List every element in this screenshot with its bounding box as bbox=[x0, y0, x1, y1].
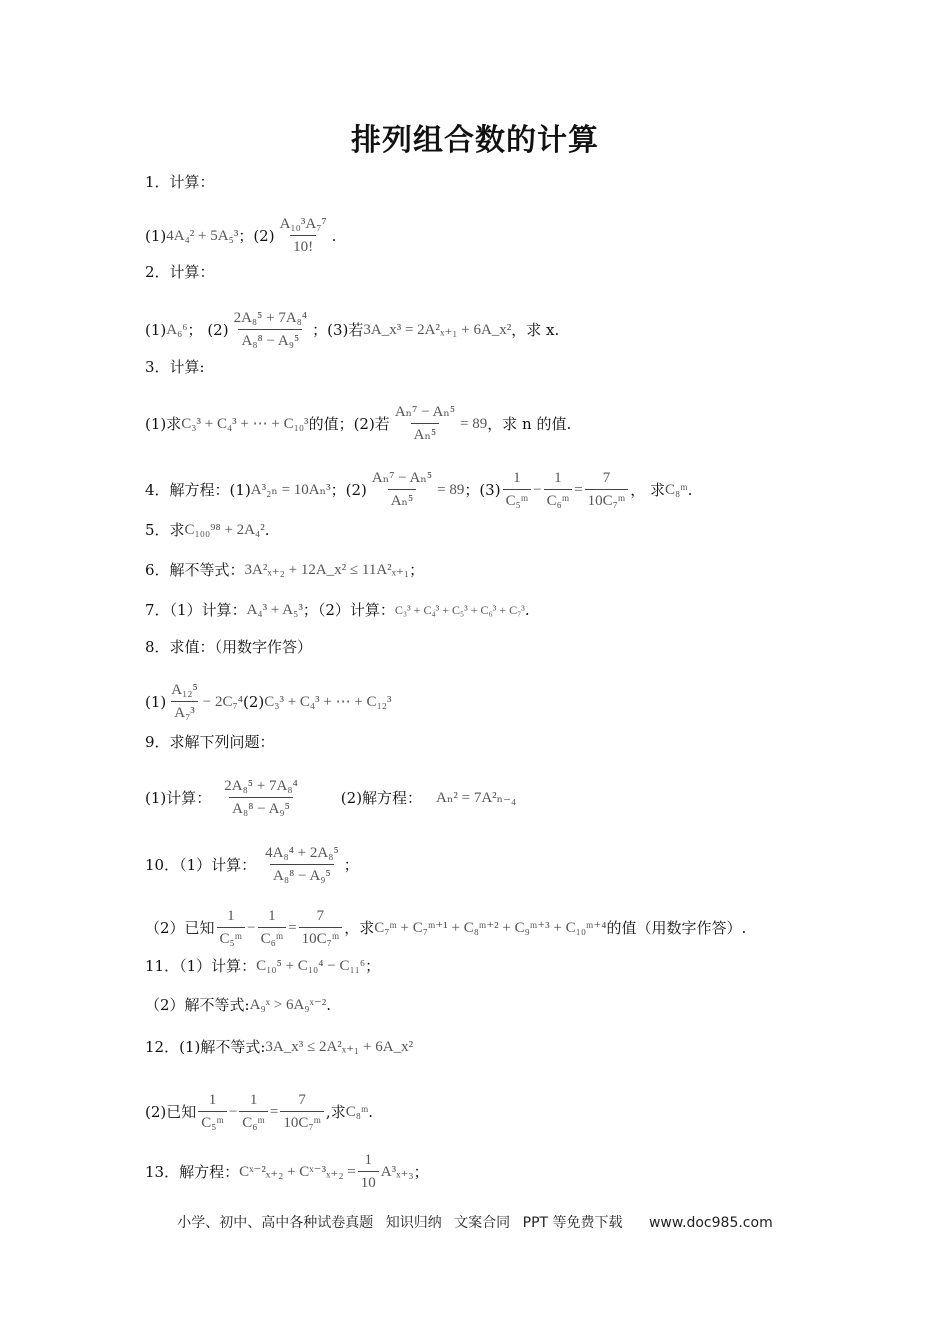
fraction-denominator: 10C₇ᵐ bbox=[585, 489, 629, 511]
math-expression: C₁₀⁵ + C₁₀⁴ − C₁₁⁶ bbox=[256, 958, 366, 974]
fraction-numerator: 1 bbox=[208, 1092, 217, 1108]
fraction bbox=[217, 906, 246, 949]
math-expression: C₃³ + C₄³ + C₅³ + C₆³ + C₇³ bbox=[394, 603, 525, 617]
fraction-denominator: A₇³ bbox=[171, 701, 198, 723]
problem-11-part-2 bbox=[145, 995, 331, 1015]
fraction-numerator: 1 bbox=[364, 1152, 373, 1168]
period: . bbox=[524, 601, 530, 619]
separator: ； bbox=[343, 855, 359, 874]
fraction-numerator: A₁₀³A₇⁷ bbox=[279, 216, 327, 232]
separator: ；(3) bbox=[464, 480, 501, 499]
problem-4 bbox=[145, 468, 692, 511]
part-label: （2）解不等式: bbox=[145, 996, 250, 1014]
period: . bbox=[264, 521, 270, 539]
fraction-numerator: 2A₈⁵ + 7A₈⁴ bbox=[233, 310, 308, 326]
fraction bbox=[503, 468, 532, 511]
problem-4-label: 4．解方程：(1) bbox=[145, 480, 251, 499]
problem-5 bbox=[145, 520, 270, 540]
period: . bbox=[331, 226, 337, 245]
problem-6 bbox=[145, 560, 424, 580]
math-expression: 4A₄² + 5A₅³ bbox=[166, 227, 239, 244]
fraction-denominator: 10! bbox=[290, 235, 316, 257]
part-label: (1) bbox=[145, 692, 167, 711]
problem-2-label: 2．计算： bbox=[145, 263, 215, 281]
problem-12-part-1 bbox=[145, 1037, 413, 1057]
separator: ；(3)若 bbox=[312, 320, 364, 339]
problem-text: ，求 n 的值. bbox=[487, 414, 572, 433]
math-expression: C₈ᵐ bbox=[665, 481, 688, 498]
separator: ； (2) bbox=[187, 320, 229, 339]
separator: ； bbox=[409, 561, 425, 579]
problem-11-label: 11．（1）计算： bbox=[145, 957, 257, 975]
fraction-denominator: 10C₇ᵐ bbox=[280, 1111, 324, 1133]
problem-2-parts bbox=[145, 308, 559, 351]
problem-7-label: 7．（1）计算： bbox=[145, 601, 247, 619]
fraction bbox=[392, 402, 458, 445]
fraction-numerator: 7 bbox=[316, 908, 325, 924]
fraction-numerator: 1 bbox=[554, 470, 562, 486]
fraction bbox=[358, 1150, 379, 1193]
fraction-numerator: Aₙ⁷ − Aₙ⁵ bbox=[394, 404, 456, 420]
separator: ； bbox=[365, 957, 381, 975]
math-expression: = 89 bbox=[437, 481, 465, 498]
fraction bbox=[239, 1090, 268, 1133]
math-expression: C₃³ + C₄³ + ⋯ + C₁₂³ bbox=[264, 693, 392, 710]
fraction-numerator: Aₙ⁷ − Aₙ⁵ bbox=[371, 470, 433, 486]
period: . bbox=[326, 996, 332, 1014]
math-expression: Aₙ² = 7A²ₙ₋₄ bbox=[436, 789, 517, 806]
fraction bbox=[585, 468, 629, 511]
math-expression: A₉ˣ > 6A₉ˣ⁻² bbox=[249, 997, 327, 1013]
problem-1-label: 1．计算： bbox=[145, 173, 215, 191]
fraction-denominator: 10 bbox=[358, 1171, 379, 1193]
problem-10-part-2 bbox=[145, 906, 746, 949]
footer bbox=[0, 1212, 950, 1232]
math-expression: = 89 bbox=[460, 415, 488, 432]
part-label: （2）已知 bbox=[145, 918, 215, 937]
problem-8-parts bbox=[145, 680, 392, 723]
fraction-denominator: A₈⁸ − A₉⁵ bbox=[229, 797, 293, 819]
page-title: 排列组合数的计算 bbox=[351, 123, 599, 158]
fraction-numerator: 2A₈⁵ + 7A₈⁴ bbox=[224, 778, 298, 794]
fraction-denominator: Aₙ⁵ bbox=[411, 423, 440, 445]
problem-7 bbox=[145, 600, 530, 620]
separator: ； bbox=[413, 1162, 429, 1181]
problem-11-part-1 bbox=[145, 956, 380, 976]
math-expression: A₆⁶ bbox=[166, 321, 188, 338]
fraction-numerator: 1 bbox=[227, 908, 235, 924]
fraction-denominator: A₈⁸ − A₉⁵ bbox=[238, 329, 302, 351]
problem-2-heading bbox=[145, 262, 215, 282]
problem-text: ， 求 bbox=[630, 480, 666, 499]
problem-1-heading bbox=[145, 172, 215, 192]
problem-text: ,求 bbox=[325, 1102, 346, 1121]
fraction bbox=[258, 906, 287, 949]
math-expression: A₄³ + A₅³ bbox=[246, 602, 303, 618]
footer-site-link[interactable]: www.doc985.com bbox=[648, 1215, 773, 1231]
fraction-denominator: C₆ᵐ bbox=[544, 489, 573, 511]
problem-10-label: 10．（1）计算： bbox=[145, 855, 257, 874]
fraction-denominator: C₆ᵐ bbox=[258, 927, 287, 949]
part-label: (2)解方程： bbox=[340, 788, 423, 807]
equals-sign: = bbox=[574, 481, 583, 498]
math-expression: A³ₓ₊₃ bbox=[380, 1163, 414, 1180]
period: . bbox=[368, 1102, 374, 1121]
separator: ；(2) bbox=[238, 226, 275, 245]
problem-8-heading bbox=[145, 637, 312, 657]
fraction-numerator: 4A₈⁴ + 2A₈⁵ bbox=[265, 845, 339, 861]
fraction-denominator: C₅ᵐ bbox=[198, 1111, 227, 1133]
problem-text: ，求 bbox=[344, 918, 375, 937]
problem-9-parts bbox=[145, 776, 516, 819]
period: . bbox=[687, 480, 693, 499]
problem-9-label: 9．求解下列问题： bbox=[145, 733, 275, 751]
problem-text: ，求 x. bbox=[511, 320, 560, 339]
separator: ；(2) bbox=[330, 480, 367, 499]
separator: ；（2）计算： bbox=[302, 601, 395, 619]
fraction bbox=[231, 308, 311, 351]
part-label: (1)求 bbox=[145, 414, 182, 433]
fraction-numerator: 7 bbox=[602, 470, 611, 486]
math-expression: 3A_x³ = 2A²ₓ₊₁ + 6A_x² bbox=[363, 321, 512, 338]
problem-8-label: 8．求值：（用数字作答） bbox=[145, 638, 313, 656]
minus-sign: − bbox=[533, 481, 542, 498]
problem-12-part-2 bbox=[145, 1090, 373, 1133]
part-label: (1) bbox=[145, 320, 167, 339]
fraction bbox=[369, 468, 435, 511]
fraction bbox=[221, 776, 301, 819]
fraction bbox=[277, 214, 330, 257]
part-label: (2)已知 bbox=[145, 1102, 197, 1121]
math-expression: A³₂ₙ = 10Aₙ³ bbox=[250, 481, 331, 498]
fraction bbox=[198, 1090, 227, 1133]
problem-5-label: 5．求 bbox=[145, 521, 185, 539]
fraction bbox=[168, 680, 201, 723]
footer-text: 知识归纳 bbox=[385, 1215, 442, 1231]
problem-3-heading bbox=[145, 357, 205, 377]
part-label: (1) bbox=[145, 226, 167, 245]
problem-13 bbox=[145, 1150, 429, 1193]
problem-3-label: 3．计算: bbox=[145, 358, 205, 376]
fraction-numerator: 1 bbox=[249, 1092, 258, 1108]
part-label: (2) bbox=[242, 692, 265, 711]
minus-sign: − bbox=[247, 919, 256, 936]
fraction-denominator: 10C₇ᵐ bbox=[299, 927, 343, 949]
fraction-numerator: 1 bbox=[513, 470, 521, 486]
fraction-denominator: C₅ᵐ bbox=[503, 489, 532, 511]
problem-13-label: 13．解方程： bbox=[145, 1162, 240, 1181]
equals-sign: = bbox=[288, 919, 297, 936]
minus-sign: − bbox=[228, 1103, 238, 1120]
fraction-denominator: C₅ᵐ bbox=[217, 927, 246, 949]
fraction-denominator: A₈⁸ − A₉⁵ bbox=[270, 864, 334, 886]
fraction-denominator: Aₙ⁵ bbox=[388, 489, 417, 511]
problem-10-part-1 bbox=[145, 843, 359, 886]
fraction-numerator: A₁₂⁵ bbox=[171, 682, 198, 698]
problem-12-label: 12．(1)解不等式: bbox=[145, 1038, 266, 1056]
fraction bbox=[262, 843, 342, 886]
math-expression: 3A²ₓ₊₂ + 12A_x² ≤ 11A²ₓ₊₁ bbox=[244, 562, 410, 578]
footer-text: 小学、初中、高中各种试卷真题 bbox=[177, 1215, 374, 1231]
math-expression: C₈ᵐ bbox=[345, 1103, 369, 1120]
problem-text: 的值；(2)若 bbox=[308, 414, 390, 433]
equals-sign: = bbox=[269, 1103, 279, 1120]
fraction-numerator: 7 bbox=[298, 1092, 306, 1108]
footer-text: PPT 等免费下载 bbox=[522, 1215, 623, 1231]
footer-text: 文案合同 bbox=[454, 1215, 511, 1231]
problem-text: 的值（用数字作答）. bbox=[606, 918, 747, 937]
fraction bbox=[299, 906, 343, 949]
problem-6-label: 6．解不等式： bbox=[145, 561, 245, 579]
math-expression: − 2C₇⁴ bbox=[202, 693, 243, 710]
math-expression: 3A_x³ ≤ 2A²ₓ₊₁ + 6A_x² bbox=[265, 1039, 414, 1055]
fraction bbox=[544, 468, 573, 511]
math-expression: C₇ᵐ + C₇ᵐ⁺¹ + C₈ᵐ⁺² + C₉ᵐ⁺³ + C₁₀ᵐ⁺⁴ bbox=[374, 919, 607, 936]
math-expression: C₁₀₀⁹⁸ + 2A₄² bbox=[184, 522, 265, 538]
math-expression: Cˣ⁻²ₓ₊₂ + Cˣ⁻³ₓ₊₂ = bbox=[239, 1163, 356, 1180]
part-label: (1)计算： bbox=[145, 788, 212, 807]
fraction bbox=[280, 1090, 324, 1133]
fraction-numerator: 1 bbox=[268, 908, 276, 924]
problem-1-parts bbox=[145, 214, 336, 257]
fraction-denominator: C₆ᵐ bbox=[239, 1111, 268, 1133]
math-expression: C₃³ + C₄³ + ⋯ + C₁₀³ bbox=[181, 415, 309, 432]
problem-9-heading bbox=[145, 732, 275, 752]
problem-3-parts bbox=[145, 402, 571, 445]
